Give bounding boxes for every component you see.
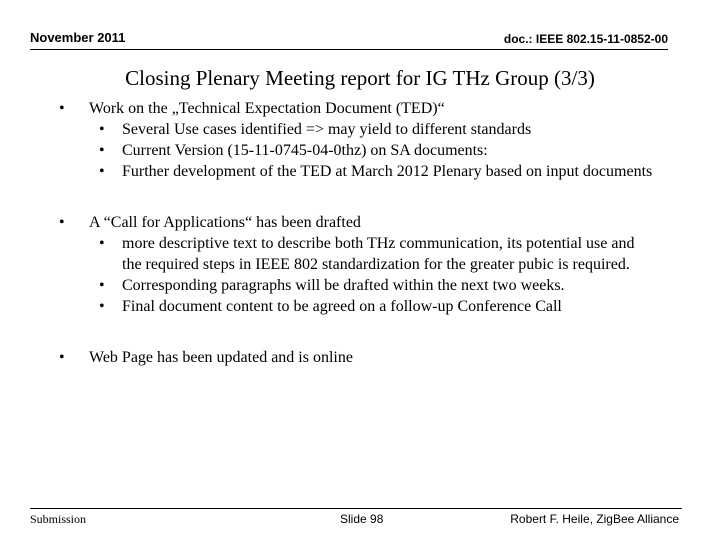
bullet-marker: • <box>99 142 105 159</box>
bullet-marker: • <box>99 277 105 294</box>
footer-author: Robert F. Heile, ZigBee Alliance <box>510 512 679 526</box>
sub-bullet <box>55 119 655 140</box>
header-divider <box>30 49 668 50</box>
bullet-marker: • <box>99 121 105 138</box>
bullet-ted <box>55 98 655 119</box>
sub-bullet-text: Further development of the TED at March 2012 Plenary based on input documents <box>122 163 653 180</box>
bullet-call-for-applications <box>55 212 655 233</box>
bullet-text: Web Page has been updated and is online <box>89 349 353 366</box>
bullet-marker: • <box>99 298 105 315</box>
sub-bullet-text: more descriptive text to describe both THz communication, its potential use and the required steps in IEEE 802 standardization for the greater pubic is required. <box>122 235 635 273</box>
slide-title: Closing Plenary Meeting report for IG THz Group (3/3) <box>125 66 595 90</box>
slide-number: Slide 98 <box>340 512 384 526</box>
bullet-marker: • <box>99 235 105 252</box>
bullet-text: A “Call for Applications“ has been drafted <box>89 214 361 231</box>
sub-bullet <box>55 233 655 275</box>
sub-bullet-text: Several Use cases identified => may yield to different standards <box>122 121 532 138</box>
sub-bullet <box>55 140 655 161</box>
bullet-marker: • <box>99 163 105 180</box>
bullet-text: Work on the „Technical Expectation Document (TED)“ <box>89 100 445 117</box>
bullet-marker: • <box>59 349 65 366</box>
header-doc-id: doc.: IEEE 802.15-11-0852-00 <box>503 32 668 46</box>
sub-bullet <box>55 161 655 182</box>
sub-bullet-text: Corresponding paragraphs will be drafted within the next two weeks. <box>122 277 565 294</box>
footer-submission: Submission <box>30 512 87 526</box>
sub-bullet-text: Final document content to be agreed on a follow-up Conference Call <box>122 298 562 315</box>
sub-bullet <box>55 296 655 317</box>
footer-divider <box>30 508 682 509</box>
bullet-web-page <box>55 347 655 368</box>
bullet-marker: • <box>59 214 65 231</box>
header-date: November 2011 <box>30 30 126 45</box>
sub-bullet <box>55 275 655 296</box>
slide-body <box>55 98 655 368</box>
sub-bullet-text: Current Version (15-11-0745-04-0thz) on SA documents: <box>122 142 488 159</box>
bullet-marker: • <box>59 100 65 117</box>
